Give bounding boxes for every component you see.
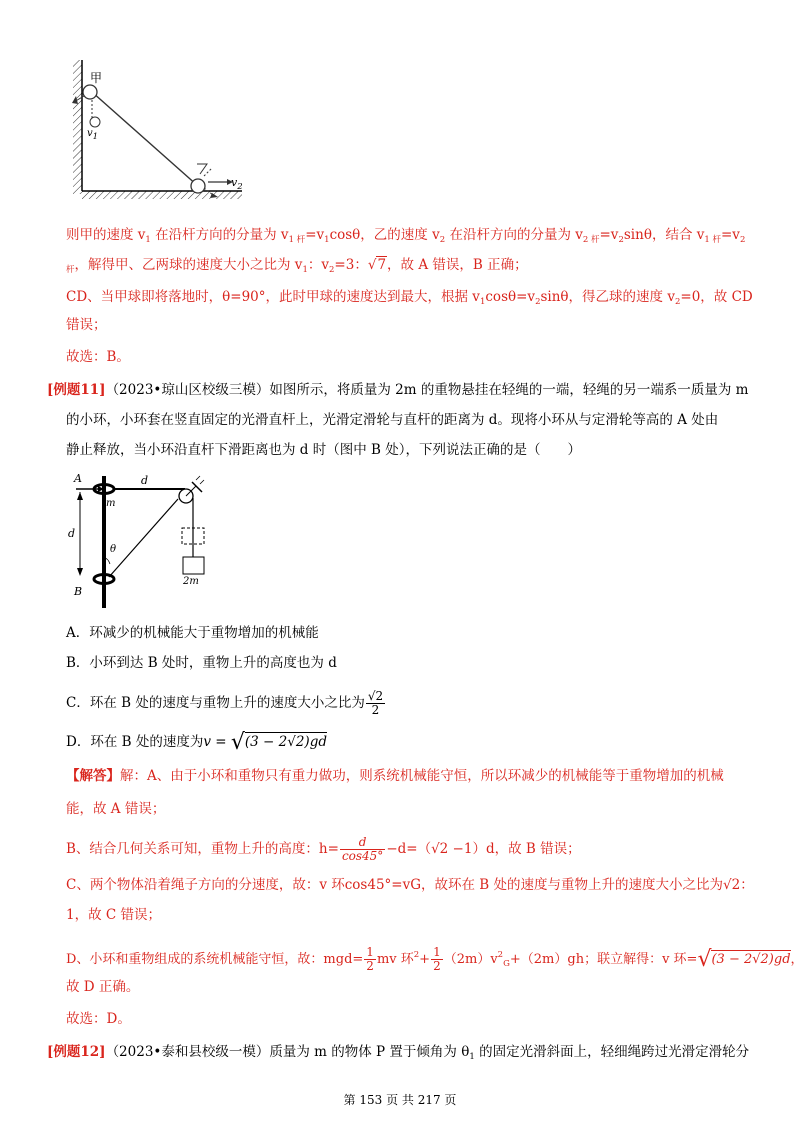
solution-line-6: D、小环和重物组成的系统机械能守恒，故：mgd= $\frac{1}{2}$ mv 环$^2$+ $\frac{1}{2}$ $(2m)v^2_G+(2m)gh$；联立解得：v 环=√(3 − 2√2)gd，: [66, 945, 804, 973]
example11-line-3: 静止释放，当小环沿直杆下滑距离也为 d 时（图中 B 处），下列说法正确的是（ ）: [66, 442, 581, 458]
solution-tag: 【解答】: [66, 768, 120, 784]
label-m: m: [106, 498, 116, 509]
figure-rod-diagram: [60, 58, 250, 208]
example11-line-1: [例题11]（2023•琼山区校级三模）如图所示，将质量为 2m 的重物悬挂在轻绳的一端，轻绳的另一端系一质量为 m: [47, 382, 749, 398]
label-d-side: d: [68, 527, 76, 540]
label-A: A: [74, 472, 82, 485]
label-jia: 甲: [90, 71, 103, 85]
example11-line-2: 的小环，小环套在竖直固定的光滑直杆上，光滑定滑轮与直杆的距离为 d。现将小环从与定滑轮等高的 A 处由: [66, 412, 719, 428]
example12-tag: [例题12]: [47, 1044, 106, 1060]
prev-solution-line-3: CD、当甲球即将落地时，θ=90°，此时甲球的速度达到最大，根据 $v_1\cos\theta=v_2\sin\theta$，得乙球的速度 $v_2=0$，故 CD: [66, 289, 753, 307]
solution-line-7: 故 D 正确。: [66, 979, 140, 995]
option-A: A．环减少的机械能大于重物增加的机械能: [66, 625, 319, 641]
label-weight: 2m: [183, 576, 199, 587]
label-v1: $v_1$: [87, 128, 99, 142]
label-d-top: d: [141, 474, 149, 487]
figure-ring-pulley: [66, 472, 226, 612]
prev-solution-answer: 故选：B。: [66, 349, 130, 365]
option-D: D．环在 B 处的速度为v = √(3 − 2√2)gd: [66, 730, 327, 755]
label-v2: $v_2$: [231, 176, 243, 192]
option-C: C．环在 B 处的速度与重物上升的速度大小之比为 $\frac{√2}{2}$: [66, 689, 384, 717]
solution-answer: 故选：D。: [66, 1011, 131, 1027]
label-theta: θ: [110, 544, 117, 555]
solution-line-3: B、结合几何关系可知，重物上升的高度：h= $\frac{d}{\cos 45^\circ}$ −d=（√2 −1）d，故 B 错误；: [66, 835, 581, 863]
label-B: B: [74, 585, 83, 598]
prev-solution-line-4: 错误；: [66, 317, 107, 333]
prev-solution-line-2: $_杆$，解得甲、乙两球的速度大小之比为 $v_1$：$v_2=3$：√7，故 A 错误，B 正确；: [66, 257, 528, 275]
solution-line-5: 1，故 C 错误；: [66, 907, 162, 923]
option-B: B．小环到达 B 处时，重物上升的高度也为 d: [66, 655, 337, 671]
solution-line-4: C、两个物体沿着绳子方向的分速度，故：v 环cos45°=vG，故环在 B 处的速度与重物上升的速度大小之比为√2：: [66, 877, 754, 893]
prev-solution-line-1: 则甲的速度 $v_1$ 在沿杆方向的分量为 $v_{1 杆}=v_1\cos\theta$，乙的速度 $v_2$ 在沿杆方向的分量为 $v_{2 杆}=v_2\sin\theta$，结合 $v_{1 杆}=v_2$: [66, 227, 746, 245]
page-footer: 第 153 页 共 217 页: [343, 1093, 457, 1107]
solution-line-2: 能，故 A 错误；: [66, 801, 166, 817]
solution-line-1: 【解答】解：A、由于小环和重物只有重力做功，则系统机械能守恒，所以环减少的机械能等于重物增加的机械: [66, 768, 724, 784]
example12-line-1: [例题12]（2023•泰和县校级一模）质量为 m 的物体 P 置于倾角为 $\theta_1$ 的固定光滑斜面上，轻细绳跨过光滑定滑轮分: [47, 1044, 750, 1062]
example11-tag: [例题11]: [47, 382, 106, 398]
